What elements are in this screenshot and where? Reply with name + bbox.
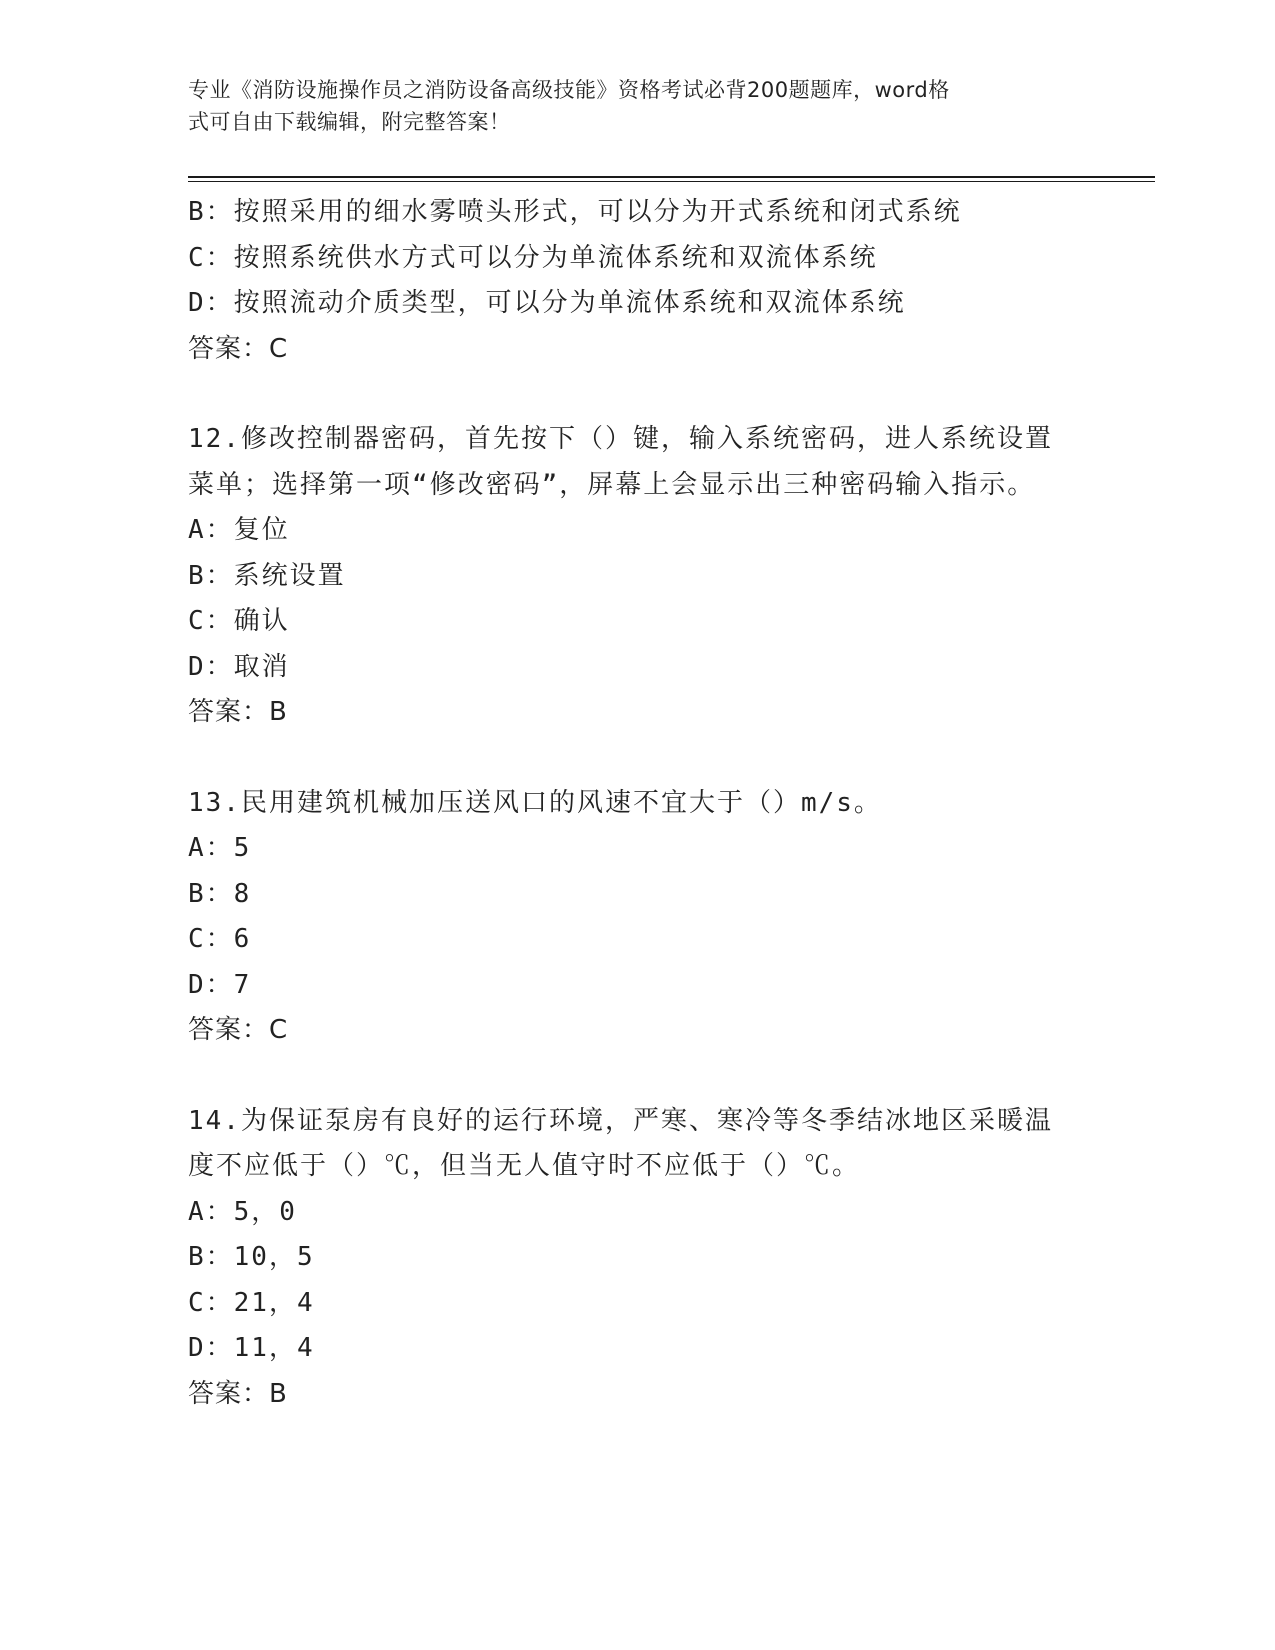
prev-question-block — [188, 190, 1088, 372]
question-12 — [188, 417, 1088, 736]
option-c: C：按照系统供水方式可以分为单流体系统和双流体系统 — [188, 242, 878, 273]
option-a: A：5 — [188, 833, 252, 863]
question-13 — [188, 781, 1088, 1054]
question-content — [188, 190, 1088, 1417]
option-b: B：10，5 — [188, 1242, 315, 1272]
option-d: D：7 — [188, 969, 252, 1000]
option-b: B：8 — [188, 878, 252, 909]
option-b: B：系统设置 — [188, 560, 346, 591]
spacer — [188, 1054, 1088, 1099]
answer-line: 答案：B — [188, 697, 288, 727]
option-c: C：21，4 — [188, 1287, 315, 1318]
option-c: C：6 — [188, 924, 252, 954]
answer-line: 答案：B — [188, 1378, 288, 1409]
answer-line: 答案：C — [188, 1015, 289, 1045]
question-14 — [188, 1099, 1088, 1418]
option-a: A：复位 — [188, 515, 290, 545]
option-b: B：按照采用的细水雾喷头形式，可以分为开式系统和闭式系统 — [188, 197, 962, 227]
spacer — [188, 736, 1088, 781]
option-d: D：11，4 — [188, 1333, 315, 1363]
header-divider-thin — [188, 181, 1155, 182]
header-line-1: 专业《消防设施操作员之消防设备高级技能》资格考试必背200题题库，word格 — [188, 78, 950, 102]
option-d: D：取消 — [188, 651, 290, 682]
document-header — [188, 74, 1068, 138]
header-line-2: 式可自由下载编辑，附完整答案！ — [188, 110, 511, 134]
question-stem: 13.民用建筑机械加压送风口的风速不宜大于（）m/s。 — [188, 787, 882, 818]
option-a: A：5，0 — [188, 1196, 297, 1227]
header-divider-thick — [188, 176, 1155, 178]
answer-line: 答案：C — [188, 333, 289, 364]
question-stem: 14.为保证泵房有良好的运行环境，严寒、寒冷等冬季结冰地区采暖温度不应低于（）℃，但当无人值守时不应低于（）℃。 — [188, 1105, 1053, 1181]
spacer — [188, 372, 1088, 417]
option-c: C：确认 — [188, 606, 290, 636]
option-d: D：按照流动介质类型，可以分为单流体系统和双流体系统 — [188, 288, 906, 318]
question-stem: 12.修改控制器密码，首先按下（）键，输入系统密码，进人系统设置菜单；选择第一项“修改密码”，屏幕上会显示出三种密码输入指示。 — [188, 424, 1053, 500]
